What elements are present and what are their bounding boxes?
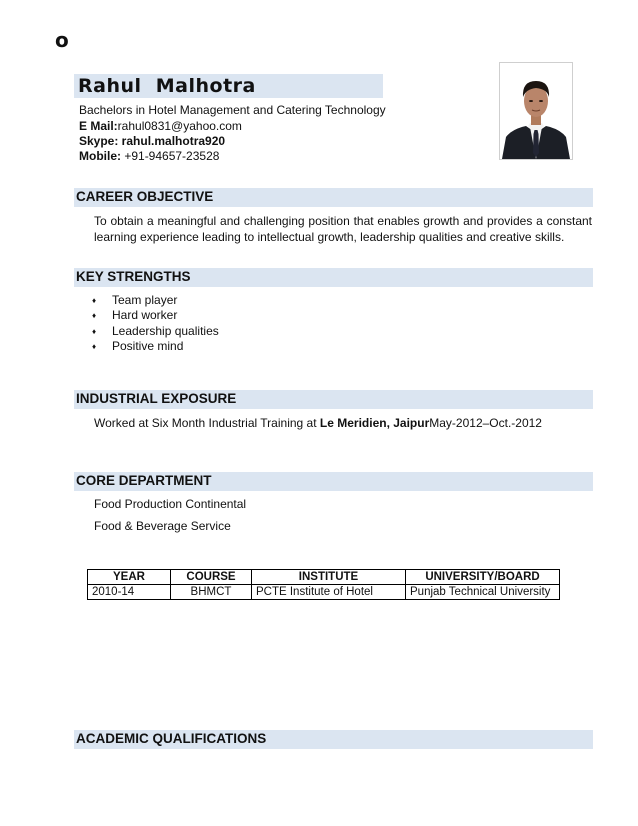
industrial-exposure-text [94, 416, 542, 430]
skype-line [79, 134, 225, 149]
column-header-university: UNIVERSITY/BOARD [406, 570, 560, 585]
list-item [92, 308, 177, 323]
strength-label: Leadership qualities [112, 324, 219, 338]
cell-university: Punjab Technical University [406, 585, 560, 600]
candidate-name: Rahul Malhotra [78, 75, 256, 97]
strength-label: Hard worker [112, 308, 178, 322]
exposure-hotel: Le Meridien, Jaipur [319, 416, 430, 430]
exposure-dates: May-2012–Oct.-2012 [429, 416, 542, 430]
table-row [88, 585, 560, 600]
column-header-course: COURSE [171, 570, 252, 585]
key-strengths-title: KEY STRENGTHS [76, 269, 191, 284]
profile-photo [499, 62, 573, 160]
skype-value: Skype: rahul.malhotra920 [79, 134, 226, 148]
education-table [87, 569, 560, 600]
mobile-value: +91-94657-23528 [121, 149, 220, 163]
mobile-label: Mobile: [79, 149, 121, 163]
career-objective-title: CAREER OBJECTIVE [76, 189, 214, 204]
corner-mark: o [55, 28, 69, 52]
degree-line: Bachelors in Hotel Management and Catering Technology [79, 103, 386, 117]
academic-qualifications-header [74, 730, 593, 749]
core-department-header [74, 472, 593, 491]
list-item [92, 324, 219, 339]
list-item: Food Production Continental [94, 497, 247, 511]
column-header-year: YEAR [88, 570, 171, 585]
cell-institute: PCTE Institute of Hotel [252, 585, 406, 600]
key-strengths-header [74, 268, 593, 287]
industrial-exposure-title: INDUSTRIAL EXPOSURE [76, 391, 237, 406]
list-item [92, 339, 183, 354]
table-header-row [88, 570, 560, 585]
core-department-title: CORE DEPARTMENT [76, 473, 212, 488]
diamond-bullet-icon: ♦ [92, 296, 97, 306]
email-line [79, 119, 242, 134]
mobile-line [79, 149, 219, 164]
cell-course: BHMCT [171, 585, 252, 600]
career-objective-header [74, 188, 593, 207]
email-value: rahul0831@yahoo.com [117, 119, 242, 133]
diamond-bullet-icon: ♦ [92, 342, 97, 352]
cell-year: 2010-14 [88, 585, 171, 600]
column-header-institute: INSTITUTE [252, 570, 406, 585]
diamond-bullet-icon: ♦ [92, 311, 97, 321]
email-label: E Mail: [79, 119, 118, 133]
diamond-bullet-icon: ♦ [92, 327, 97, 337]
industrial-exposure-header [74, 390, 593, 409]
name-banner [74, 74, 383, 98]
career-objective-text: To obtain a meaningful and challenging position that enables growth and provides a constant learning experience leading to intellectual growth, leadership qualities and creative skills. [94, 214, 592, 244]
list-item: Food & Beverage Service [94, 519, 231, 533]
academic-qualifications-title: ACADEMIC QUALIFICATIONS [76, 731, 267, 746]
list-item [92, 293, 177, 308]
exposure-prefix: Worked at Six Month Industrial Training at [94, 416, 320, 430]
strength-label: Positive mind [112, 339, 184, 353]
strength-label: Team player [112, 293, 178, 307]
